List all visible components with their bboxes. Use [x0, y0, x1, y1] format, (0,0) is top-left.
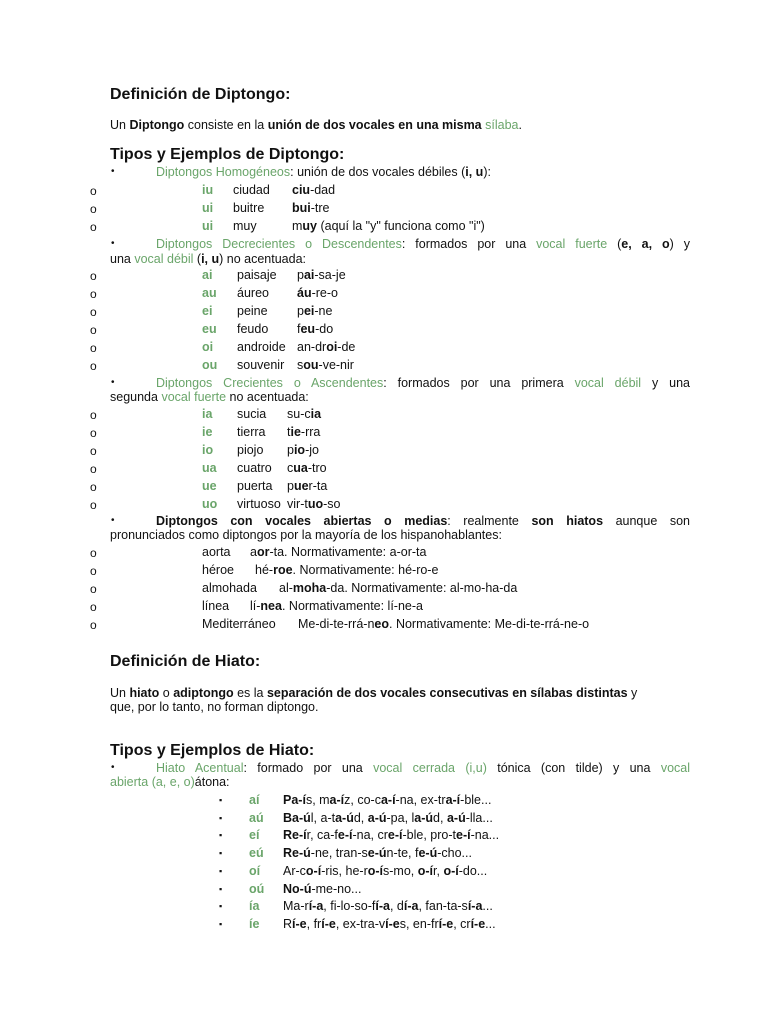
- syllable-text: su-c: [287, 407, 311, 421]
- syllabification: [287, 443, 319, 458]
- homogeneos-text: : unión de dos vocales débiles (: [290, 165, 466, 179]
- syllable-bold: ei: [303, 304, 315, 318]
- syllable-bold: io: [293, 443, 306, 457]
- text: aunque son: [603, 514, 690, 528]
- syllable-bold: e-í: [387, 828, 403, 843]
- syllable-bold: R: [283, 828, 293, 843]
- example-word: muy: [233, 219, 257, 233]
- syllable-bold: a-ú: [335, 810, 354, 825]
- term: adiptongo: [173, 686, 234, 700]
- syllable-bold: áu: [297, 286, 312, 300]
- syllable-text: -dad: [310, 183, 336, 197]
- syllable-text: -ne, tran-s: [310, 846, 368, 861]
- combination-link[interactable]: ei: [202, 304, 213, 318]
- syllable-text: s, en-fr: [399, 916, 439, 931]
- vowels: i, u: [201, 252, 220, 266]
- syllable-text: p: [287, 443, 294, 457]
- syllable-bold: ie: [290, 425, 301, 439]
- syllable-text: l, a-t: [310, 810, 336, 825]
- example-word: paisaje: [237, 268, 277, 282]
- text: ) y: [669, 237, 690, 251]
- decrecientes-line1: [156, 237, 690, 252]
- syllable-bold: í-e: [385, 916, 400, 931]
- syllable-text: , fi-lo-so-f: [323, 899, 376, 914]
- syllable-text: -do: [315, 322, 334, 336]
- circle-bullet-icon: o: [90, 480, 97, 494]
- syllable-text: -lla...: [465, 810, 493, 825]
- syllable-bold: a-í: [445, 793, 461, 807]
- syllable-bold: uy: [302, 219, 318, 233]
- syllable-text: -jo: [305, 443, 319, 457]
- syllable-bold: a-í: [329, 793, 345, 807]
- hiato-examples: [283, 793, 491, 808]
- homogeneos-heading: [156, 165, 491, 180]
- text: (: [193, 252, 202, 266]
- example-word: almohada: [202, 581, 257, 595]
- combination-link[interactable]: eu: [202, 322, 217, 336]
- syllabification: [297, 340, 355, 355]
- definition-diptongo: [110, 118, 522, 133]
- square-bullet-icon: ▪: [219, 848, 223, 859]
- syllabification: [287, 461, 327, 476]
- circle-bullet-icon: o: [90, 408, 97, 422]
- circle-bullet-icon: o: [90, 323, 97, 337]
- syllable-text: t: [287, 425, 291, 439]
- square-bullet-icon: ▪: [219, 795, 223, 805]
- example-word: piojo: [237, 443, 264, 457]
- circle-bullet-icon: o: [90, 287, 97, 301]
- combination-link[interactable]: au: [202, 286, 217, 300]
- combination-link[interactable]: oú: [249, 881, 265, 896]
- syllable-text: n-te, f: [386, 846, 419, 861]
- heading-tipos-diptongo: Tipos y Ejemplos de Diptongo:: [110, 146, 345, 163]
- circle-bullet-icon: o: [90, 498, 97, 512]
- circle-bullet-icon: o: [90, 444, 97, 458]
- definition-hiato-line2: que, por lo tanto, no forman diptongo.: [110, 700, 319, 714]
- vocal-debil-link[interactable]: vocal débil: [134, 252, 194, 266]
- combination-link[interactable]: ui: [202, 219, 214, 233]
- text: y: [627, 686, 638, 700]
- circle-bullet-icon: o: [90, 202, 97, 216]
- syllable-bold: R: [283, 846, 293, 861]
- syllabification: [279, 581, 517, 596]
- syllabification: [297, 358, 354, 373]
- syllabification: [287, 479, 327, 494]
- homogeneos-link[interactable]: Diptongos Homogéneos: [156, 165, 291, 179]
- syllable-bold: eo: [374, 617, 389, 631]
- syllable-bold: í-a: [375, 899, 390, 914]
- syllable-text: -ve-nir: [318, 358, 354, 372]
- bullet-icon: •: [111, 377, 115, 388]
- combination-link[interactable]: oi: [202, 340, 214, 354]
- syllable-bold: e-í: [292, 828, 307, 843]
- syllable-bold: B: [283, 810, 293, 825]
- square-bullet-icon: ▪: [219, 812, 223, 823]
- combination-link[interactable]: ue: [202, 479, 217, 493]
- crecientes-line1: [156, 376, 690, 391]
- text: átona:: [194, 775, 230, 789]
- syllable-text: -pa, l: [386, 810, 415, 825]
- syllable-bold: a-í: [291, 793, 306, 807]
- combination-link[interactable]: eú: [249, 846, 264, 861]
- syllable-bold: a-ú: [367, 810, 387, 825]
- circle-bullet-icon: o: [90, 269, 97, 283]
- syllable-bold: a-ú: [414, 810, 434, 825]
- syllable-text: -na...: [470, 828, 500, 843]
- syllable-text: -rra: [300, 425, 321, 439]
- syllable-text: . Normativamente: Me-di-te-rrá-ne-o: [389, 617, 590, 631]
- text: no acentuada:: [226, 390, 309, 404]
- syllable-bold: í-a: [308, 899, 324, 914]
- circle-bullet-icon: o: [90, 600, 97, 614]
- def-bold: unión de dos vocales en una misma: [267, 118, 482, 132]
- syllable-bold: ciu: [292, 183, 311, 197]
- definition-hiato-line1: [110, 686, 637, 701]
- syllable-text: -do...: [458, 863, 488, 878]
- syllable-text: . Normativamente: hé-ro-e: [292, 563, 439, 577]
- circle-bullet-icon: o: [90, 582, 97, 596]
- text: : formado por una: [243, 761, 374, 775]
- example-word: buitre: [233, 201, 265, 215]
- syllable-text: lí-: [250, 599, 261, 613]
- example-word: androide: [237, 340, 286, 354]
- syllable-bold: e-ú: [292, 846, 311, 861]
- syllable-text: r-ta: [308, 479, 328, 493]
- syllabification: [287, 497, 340, 512]
- syllable-bold: ua: [293, 461, 308, 475]
- syllable-bold: í-e: [321, 916, 336, 931]
- vowels: e, a, o: [621, 237, 670, 251]
- circle-bullet-icon: o: [90, 546, 97, 560]
- square-bullet-icon: ▪: [219, 830, 223, 841]
- syllabification: [250, 545, 426, 560]
- syllable-text: -na, ex-tr: [395, 793, 446, 807]
- example-word: tierra: [237, 425, 266, 439]
- combination-link[interactable]: íe: [249, 916, 260, 931]
- syllable-bold: bui: [292, 201, 311, 215]
- bullet-icon: •: [111, 515, 115, 526]
- syllable-text: R: [283, 916, 293, 931]
- hiato-examples: [283, 917, 496, 932]
- acentual-line1: [156, 761, 690, 776]
- square-bullet-icon: ▪: [219, 901, 223, 912]
- text: o: [159, 686, 174, 700]
- syllabification: [287, 425, 320, 440]
- text: Un: [110, 686, 130, 700]
- syllable-bold: e-í: [456, 828, 471, 843]
- syllable-text: d,: [353, 810, 368, 825]
- syllabification: [250, 599, 423, 614]
- def-link-silaba[interactable]: sílaba: [481, 118, 519, 132]
- circle-bullet-icon: o: [90, 220, 97, 234]
- example-word: peine: [237, 304, 268, 318]
- square-bullet-icon: ▪: [219, 918, 223, 929]
- heading-definicion-hiato: Definición de Hiato:: [110, 653, 261, 670]
- vocal-cerrada-link[interactable]: vocal cerrada (i,u): [373, 761, 487, 775]
- circle-bullet-icon: o: [90, 359, 97, 373]
- combination-link[interactable]: aú: [249, 810, 264, 825]
- syllable-bold: o-í: [367, 863, 384, 878]
- syllable-bold: í-e: [470, 916, 486, 931]
- circle-bullet-icon: o: [90, 618, 97, 632]
- heading-tipos-hiato: Tipos y Ejemplos de Hiato:: [110, 742, 315, 759]
- syllabification: [255, 563, 438, 578]
- syllable-text: -sa-je: [314, 268, 346, 282]
- example-word: áureo: [237, 286, 269, 300]
- square-bullet-icon: ▪: [219, 883, 223, 894]
- hiato-examples: [283, 899, 493, 914]
- syllable-bold: eu: [300, 322, 316, 336]
- syllable-text: d,: [433, 810, 447, 825]
- text: segunda: [110, 390, 162, 404]
- square-bullet-icon: ▪: [219, 865, 223, 876]
- syllable-text: Me-di-te-rrá-n: [298, 617, 375, 631]
- syllable-bold: ou: [303, 358, 319, 372]
- crecientes-line2: [110, 390, 309, 405]
- example-word: virtuoso: [237, 497, 281, 511]
- combination-link[interactable]: aí: [249, 793, 260, 807]
- vocal-debil-link[interactable]: vocal débil: [574, 376, 642, 390]
- combination-link[interactable]: ía: [249, 899, 260, 914]
- syllabification: [297, 322, 333, 337]
- text: : formados por una: [401, 237, 537, 251]
- example-word: feudo: [237, 322, 269, 336]
- syllable-bold: P: [283, 793, 292, 807]
- syllable-text: , d: [389, 899, 404, 914]
- text: : realmente: [447, 514, 532, 528]
- syllable-bold: e-í: [337, 828, 353, 843]
- syllable-bold: a-í: [380, 793, 396, 807]
- term: hiato: [129, 686, 160, 700]
- syllabification: [297, 304, 332, 319]
- syllable-text: . Normativamente: lí-ne-a: [281, 599, 423, 613]
- circle-bullet-icon: o: [90, 184, 97, 198]
- syllable-text: a: [250, 545, 257, 559]
- syllable-text: vir-t: [287, 497, 308, 511]
- syllable-text: (aquí la "y" funciona como "i"): [317, 219, 485, 233]
- abiertas-title: Diptongos con vocales abiertas o medias: [156, 514, 448, 528]
- syllable-text: -re-o: [311, 286, 338, 300]
- syllable-text: p: [287, 479, 294, 493]
- syllable-text: p: [297, 304, 304, 318]
- syllable-text: s-mo,: [383, 863, 418, 878]
- syllable-text: an-dr: [297, 340, 327, 354]
- syllable-text: r, ca-f: [306, 828, 338, 843]
- abiertas-line2: pronunciados como diptongos por la mayoría de los hispanohablantes:: [110, 528, 502, 542]
- def-text: Un: [110, 118, 130, 132]
- syllabification: [297, 286, 338, 301]
- text: : formados por una primera: [383, 376, 575, 390]
- hiato-examples: [283, 846, 472, 861]
- syllable-text: -tre: [310, 201, 330, 215]
- syllable-bold: roe: [273, 563, 293, 577]
- bullet-icon: •: [111, 762, 115, 773]
- text: es la: [233, 686, 267, 700]
- bullet-icon: •: [111, 238, 115, 249]
- bold-text: separación de dos vocales consecutivas en sílabas distintas: [266, 686, 628, 700]
- syllable-text: f: [297, 322, 301, 336]
- decrecientes-line2: [110, 252, 306, 267]
- example-word: Mediterráneo: [202, 617, 276, 631]
- homogeneos-vowels: i, u: [465, 165, 484, 179]
- syllable-bold: oi: [326, 340, 338, 354]
- syllable-text: hé-: [255, 563, 274, 577]
- combination-link[interactable]: ai: [202, 268, 213, 282]
- vocal-fuerte-link[interactable]: vocal fuerte: [536, 237, 608, 251]
- combination-link[interactable]: ou: [202, 358, 218, 372]
- syllable-bold: í-e: [292, 916, 307, 931]
- hiato-acentual-link[interactable]: Hiato Acentual: [156, 761, 244, 775]
- def-text: .: [518, 118, 522, 132]
- def-text: consiste en la: [184, 118, 268, 132]
- syllable-text: ...: [485, 916, 496, 931]
- syllable-text: r,: [433, 863, 444, 878]
- syllable-bold: í-a: [467, 899, 483, 914]
- syllable-text: al-: [279, 581, 293, 595]
- syllabification: [287, 407, 321, 422]
- example-word: souvenir: [237, 358, 285, 372]
- hiato-examples: [283, 811, 493, 826]
- syllable-text: Ma-r: [283, 899, 309, 914]
- syllable-bold: í-a: [403, 899, 419, 914]
- syllable-text: z, co-c: [344, 793, 381, 807]
- combination-link[interactable]: oí: [249, 863, 261, 878]
- syllable-text: ...: [482, 899, 493, 914]
- syllable-bold: e-ú: [418, 846, 438, 861]
- syllable-bold: ia: [310, 407, 322, 421]
- syllable-bold: o-í: [305, 863, 322, 878]
- syllable-text: -me-no...: [311, 881, 362, 896]
- syllable-text: -ble, pro-t: [402, 828, 457, 843]
- circle-bullet-icon: o: [90, 564, 97, 578]
- syllable-bold: or: [256, 545, 270, 559]
- syllable-text: , fr: [306, 916, 322, 931]
- syllable-text: -de: [337, 340, 356, 354]
- circle-bullet-icon: o: [90, 462, 97, 476]
- example-word: puerta: [237, 479, 273, 493]
- homogeneos-text: ):: [483, 165, 491, 179]
- text: tónica (con tilde) y una: [486, 761, 661, 775]
- combination-link[interactable]: ua: [202, 461, 217, 475]
- syllable-text: -ble...: [460, 793, 492, 807]
- syllable-bold: o-í: [417, 863, 434, 878]
- example-word: héroe: [202, 563, 234, 577]
- example-word: sucia: [237, 407, 267, 421]
- syllabification: [292, 219, 485, 234]
- acentual-line2: [110, 775, 230, 790]
- syllable-bold: N: [283, 881, 293, 896]
- syllable-text: p: [297, 268, 304, 282]
- hiato-examples: [283, 828, 499, 843]
- heading-definicion-diptongo: Definición de Diptongo:: [110, 86, 291, 103]
- syllable-bold: o-í: [443, 863, 459, 878]
- bold-text: son hiatos: [531, 514, 604, 528]
- syllable-text: -tro: [307, 461, 327, 475]
- example-word: aorta: [202, 545, 231, 559]
- combination-link[interactable]: ui: [202, 201, 214, 215]
- text: y una: [641, 376, 690, 390]
- syllabification: [292, 201, 330, 216]
- vocal-link[interactable]: vocal: [660, 761, 690, 775]
- syllable-text: -na, cr: [352, 828, 388, 843]
- syllable-bold: moha: [292, 581, 327, 595]
- abiertas-line1: [156, 514, 690, 529]
- text: (: [607, 237, 622, 251]
- example-word: ciudad: [233, 183, 270, 197]
- syllable-text: c: [287, 461, 294, 475]
- syllable-text: , ex-tra-v: [335, 916, 386, 931]
- syllabification: [297, 268, 346, 283]
- combination-link[interactable]: ie: [202, 425, 213, 439]
- hiato-examples: [283, 882, 361, 897]
- syllable-text: s: [297, 358, 304, 372]
- example-word: cuatro: [237, 461, 272, 475]
- text: una: [110, 252, 135, 266]
- combination-link[interactable]: iu: [202, 183, 214, 197]
- vocal-fuerte-link[interactable]: vocal fuerte: [161, 390, 227, 404]
- circle-bullet-icon: o: [90, 305, 97, 319]
- syllable-text: , fan-ta-s: [418, 899, 468, 914]
- syllable-bold: a-ú: [292, 810, 311, 825]
- syllable-text: s, m: [305, 793, 330, 807]
- bullet-icon: •: [111, 166, 115, 177]
- vocal-abierta-link[interactable]: abierta (a, e, o): [110, 775, 195, 789]
- text: ) no acentuada:: [219, 252, 306, 266]
- example-word: línea: [202, 599, 230, 613]
- syllable-bold: o-ú: [292, 881, 312, 896]
- combination-link[interactable]: eí: [249, 828, 260, 843]
- syllable-bold: e-ú: [367, 846, 387, 861]
- syllable-text: -ne: [314, 304, 333, 318]
- circle-bullet-icon: o: [90, 341, 97, 355]
- combination-link[interactable]: io: [202, 443, 214, 457]
- syllable-text: -da. Normativamente: al-mo-ha-da: [326, 581, 518, 595]
- syllable-bold: a-ú: [446, 810, 466, 825]
- syllable-text: -cho...: [437, 846, 472, 861]
- def-term: Diptongo: [129, 118, 185, 132]
- decrecientes-link[interactable]: Diptongos Decrecientes o Descendentes: [156, 237, 402, 251]
- combination-link[interactable]: ia: [202, 407, 213, 421]
- syllable-text: -ris, he-r: [321, 863, 368, 878]
- combination-link[interactable]: uo: [202, 497, 218, 511]
- syllable-text: m: [292, 219, 303, 233]
- syllabification: [292, 183, 335, 198]
- syllable-bold: nea: [260, 599, 282, 613]
- syllable-bold: ai: [303, 268, 315, 282]
- syllable-text: Ar-c: [283, 863, 306, 878]
- circle-bullet-icon: o: [90, 426, 97, 440]
- syllable-bold: ue: [293, 479, 309, 493]
- syllable-bold: uo: [307, 497, 324, 511]
- syllable-text: -so: [323, 497, 341, 511]
- hiato-examples: [283, 864, 487, 879]
- syllable-bold: í-e: [438, 916, 454, 931]
- crecientes-link[interactable]: Diptongos Crecientes o Ascendentes: [156, 376, 384, 390]
- syllable-text: , cr: [453, 916, 471, 931]
- syllabification: [298, 617, 589, 632]
- syllable-text: -ta. Normativamente: a-or-ta: [269, 545, 427, 559]
